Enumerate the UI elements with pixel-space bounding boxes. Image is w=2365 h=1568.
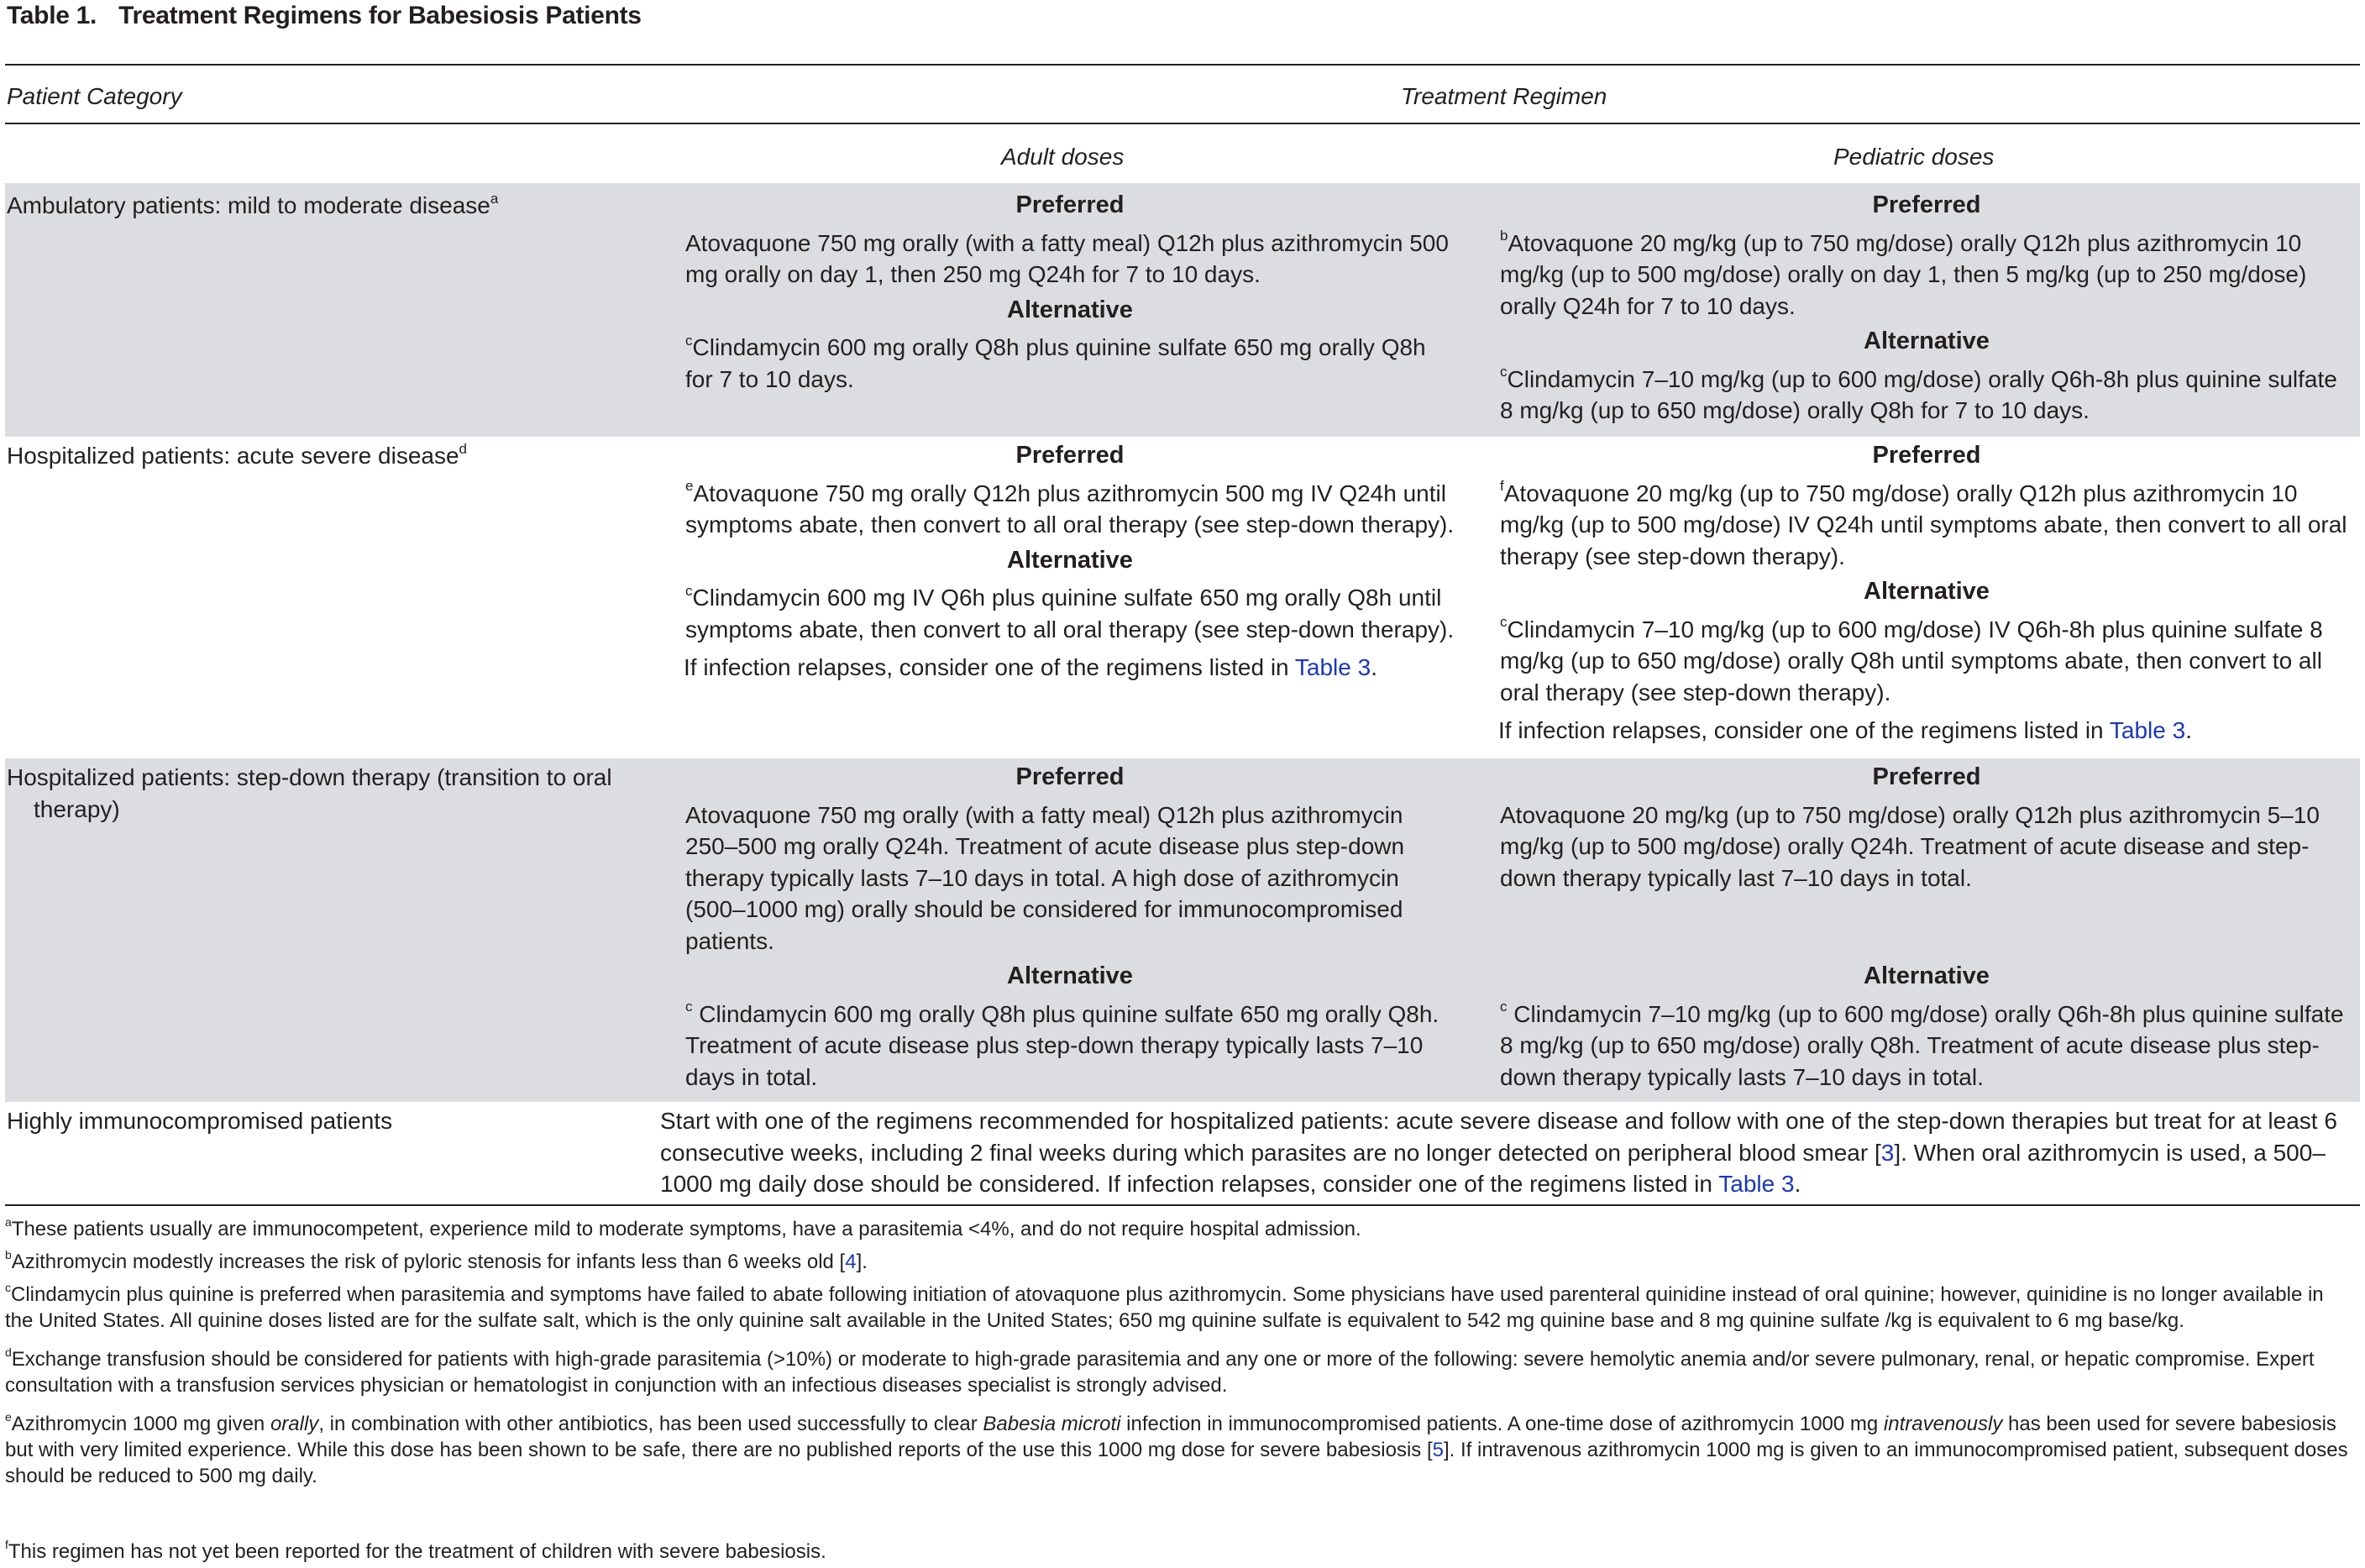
pediatric-acute-cell bbox=[1498, 440, 2355, 747]
alternative-label: Alternative bbox=[1007, 962, 1133, 989]
preferred-label: Preferred bbox=[1015, 442, 1125, 469]
ref-5-link[interactable]: 5 bbox=[1432, 1439, 1444, 1461]
alternative-label: Alternative bbox=[1864, 328, 1990, 354]
adult-stepdown-cell bbox=[684, 762, 1456, 1093]
regimen-text: $^b$Atovaquone 20 mg/kg (up to 750 mg/dose) orally Q12h plus azithromycin 10 mg/kg (up to 500 mg/dose) orally on day 1, then 5 mg/kg (up to 250 mg/dose) orally Q24h for 7 to 10 days. bbox=[1500, 228, 2307, 319]
footnote-c: $^c$Clindamycin plus quinine is preferred when parasitemia and symptoms have failed to abate following initiation of atovaquone plus azithromycin. Some physicians have used parenteral quinidine instead of oral quinine; however, quinidine is no longer available in the United States. All quinine doses listed are for the sulfate salt, which is the only quinine salt available in the United States; 650 mg quinine sulfate is equivalent to 542 mg quinine base and 8 mg quinine sulfate /kg is equivalent to 6 mg base/kg. bbox=[5, 1281, 2324, 1332]
header-treatment-regimen: Treatment Regimen bbox=[1401, 83, 1607, 109]
regimen-text: $^c$ Clindamycin 7–10 mg/kg (up to 600 mg/dose) orally Q6h-8h plus quinine sulfate 8 mg/kg (up to 650 mg/dose) orally Q8h. Treatment of acute disease plus step-down therapy typically lasts 7–10 days in total. bbox=[1500, 999, 2344, 1090]
regimen-text: $^c$Clindamycin 600 mg IV Q6h plus quinine sulfate 650 mg orally Q8h until symptoms abate, then convert to all oral therapy (see step-down therapy). bbox=[685, 582, 1455, 642]
category-ambulatory: Ambulatory patients: mild to moderate disease$^a$ bbox=[7, 190, 499, 218]
table-title bbox=[7, 2, 642, 30]
preferred-label: Preferred bbox=[1872, 763, 1981, 790]
regimen-text: $^e$Atovaquone 750 mg orally Q12h plus azithromycin 500 mg IV Q24h until symptoms abate, then convert to all oral therapy (see step-down therapy). bbox=[685, 478, 1455, 538]
category-immunocompromised: Highly immunocompromised patients bbox=[7, 1108, 393, 1134]
table3-link[interactable]: Table 3 bbox=[1718, 1171, 1795, 1197]
category-step-down: Hospitalized patients: step-down therapy (transition to oral therapy) bbox=[7, 764, 612, 822]
header-adult-doses: Adult doses bbox=[1001, 144, 1125, 170]
header-rule bbox=[5, 123, 2360, 124]
regimen-text: Atovaquone 20 mg/kg (up to 750 mg/dose) orally Q12h plus azithromycin 5–10 mg/kg (up to 500 mg/dose) orally Q24h. Treatment of acute disease and step-down therapy typically last 7–10 days in total. bbox=[1500, 801, 2320, 891]
regimen-text: $^c$Clindamycin 7–10 mg/kg (up to 600 mg/dose) IV Q6h-8h plus quinine sulfate 8 mg/kg (up to 650 mg/dose) orally Q8h until symptoms abate, then convert to all oral therapy (see step-down therapy). bbox=[1500, 614, 2323, 705]
table-title-text: Treatment Regimens for Babesiosis Patients bbox=[118, 2, 642, 29]
pediatric-ambulatory-cell bbox=[1498, 190, 2355, 427]
header-pediatric-doses: Pediatric doses bbox=[1833, 144, 1995, 170]
preferred-label: Preferred bbox=[1015, 191, 1125, 218]
adult-acute-cell bbox=[684, 440, 1456, 684]
alternative-label: Alternative bbox=[1007, 296, 1133, 323]
table-label: Table 1. bbox=[7, 2, 97, 29]
top-rule bbox=[5, 64, 2360, 66]
bottom-rule bbox=[5, 1204, 2360, 1206]
regimen-text: $^c$Clindamycin 7–10 mg/kg (up to 600 mg/dose) orally Q6h-8h plus quinine sulfate 8 mg/kg (up to 650 mg/dose) orally Q8h for 7 to 10 days. bbox=[1500, 364, 2337, 423]
category-acute-severe: Hospitalized patients: acute severe disease$^d$ bbox=[7, 440, 468, 469]
relapse-text: If infection relapses, consider one of the regimens listed in Table 3. bbox=[684, 654, 1377, 680]
adult-ambulatory-cell bbox=[684, 190, 1456, 395]
ref-3-link[interactable]: 3 bbox=[1880, 1139, 1895, 1166]
alternative-label: Alternative bbox=[1864, 578, 1990, 605]
regimen-text: Atovaquone 750 mg orally (with a fatty meal) Q12h plus azithromycin 500 mg orally on day 1, then 250 mg Q24h for 7 to 10 days. bbox=[685, 229, 1449, 287]
regimen-text: $^c$ Clindamycin 600 mg orally Q8h plus quinine sulfate 650 mg orally Q8h. Treatment of acute disease plus step-down therapy typically lasts 7–10 days in total. bbox=[685, 999, 1439, 1090]
relapse-text: If infection relapses, consider one of the regimens listed in Table 3. bbox=[1498, 717, 2192, 743]
footnote-d: $^d$Exchange transfusion should be considered for patients with high-grade parasitemia (>10%) or moderate to high-grade parasitemia and any one or more of the following: severe hemolytic anemia and/or severe pulmonary, renal, or hepatic compromise. Expert consultation with a transfusion services physician or hematologist in conjunction with an infectious diseases specialist is strongly advised. bbox=[5, 1345, 2315, 1397]
ref-4-link[interactable]: 4 bbox=[845, 1251, 857, 1273]
alternative-label: Alternative bbox=[1864, 962, 1990, 989]
footnote-f: $^f$This regimen has not yet been reported for the treatment of children with severe babesiosis. bbox=[5, 1538, 826, 1563]
header-patient-category: Patient Category bbox=[7, 83, 182, 109]
footnote-e: $^e$Azithromycin 1000 mg given orally, in combination with other antibiotics, has been used successfully to clear Babesia microti infection in immunocompromised patients. A one-time dose of azithromycin 1000 mg intravenously has been used for severe babesiosis but with very limited experience. While this dose has been shown to be safe, there are no published reports of the use this 1000 mg dose for severe babesiosis [5]. If intravenous azithromycin 1000 mg is given to an immunocompromised patient, subsequent doses should be reduced to 500 mg daily. bbox=[5, 1410, 2348, 1487]
preferred-label: Preferred bbox=[1015, 763, 1125, 790]
preferred-label: Preferred bbox=[1872, 191, 1981, 218]
regimen-text: Atovaquone 750 mg orally (with a fatty meal) Q12h plus azithromycin 250–500 mg orally Q24h. Treatment of acute disease plus step-down therapy typically lasts 7–10 days in total. A high dose of azithromycin (500–1000 mg) orally should be considered for immunocompromised patients. bbox=[685, 801, 1405, 954]
immunocompromised-regimen: Start with one of the regimens recommended for hospitalized patients: acute severe disease and follow with one of the step-down therapies but treat for at least 6 consecutive weeks, including 2 final weeks during which parasites are no longer detected on peripheral blood smear [3]. When oral azithromycin is used, a 500–1000 mg daily dose should be considered. If infection relapses, consider one of the regimens listed in Table 3. bbox=[660, 1108, 2337, 1197]
pediatric-stepdown-cell bbox=[1498, 762, 2355, 1093]
table3-link[interactable]: Table 3 bbox=[1294, 654, 1371, 680]
footnote-b: $^b$Azithromycin modestly increases the risk of pyloric stenosis for infants less than 6 weeks old [4]. bbox=[5, 1248, 868, 1273]
footnote-a: $^a$These patients usually are immunocompetent, experience mild to moderate symptoms, have a parasitemia <4%, and do not require hospital admission. bbox=[5, 1215, 1361, 1240]
table3-link[interactable]: Table 3 bbox=[2109, 717, 2186, 743]
regimen-text: $^c$Clindamycin 600 mg orally Q8h plus quinine sulfate 650 mg orally Q8h for 7 to 10 days. bbox=[685, 332, 1426, 392]
alternative-label: Alternative bbox=[1007, 546, 1133, 574]
regimen-text: $^f$Atovaquone 20 mg/kg (up to 750 mg/dose) orally Q12h plus azithromycin 10 mg/kg (up to 500 mg/dose) IV Q24h until symptoms abate, then convert to all oral therapy (see step-down therapy). bbox=[1500, 478, 2347, 569]
preferred-label: Preferred bbox=[1872, 442, 1981, 469]
